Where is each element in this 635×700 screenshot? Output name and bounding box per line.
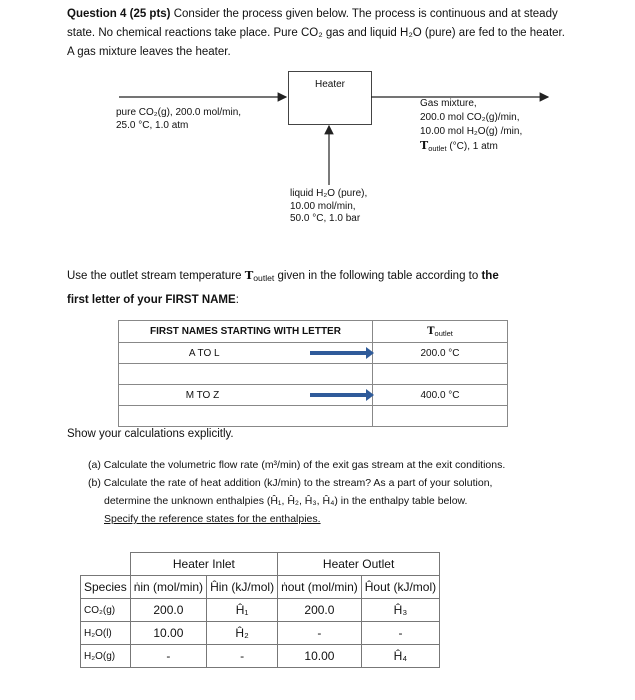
table-row: H₂O(g) - - 10.00 Ĥ₄ bbox=[81, 645, 440, 668]
group-inlet: Heater Inlet bbox=[130, 553, 277, 576]
question-heading: Question 4 (25 pts) bbox=[67, 8, 171, 20]
question-intro: Consider the process given below. The process is continuous and at steady state. No chemical reactions take place. Pure CO₂ gas and liquid H₂O (pure) are fed to the heater. A gas mixture leaves the heater. bbox=[67, 8, 565, 58]
question-b-line3: Specify the reference states for the enthalpies. bbox=[104, 513, 321, 525]
calc-instruction: Show your calculations explicitly. bbox=[67, 428, 234, 440]
col-nout: ṅout (mol/min) bbox=[278, 576, 362, 599]
enthalpy-table bbox=[80, 552, 440, 668]
col-species: Species bbox=[81, 576, 131, 599]
table-row: CO₂(g) 200.0 Ĥ₁ 200.0 Ĥ₃ bbox=[81, 599, 440, 622]
table-row: H₂O(l) 10.00 Ĥ₂ - - bbox=[81, 622, 440, 645]
outlet-stream-label: Gas mixture, 200.0 mol CO₂(g)/min, 10.00 mol H₂O(g) /min, $T_{outlet}$ (°C), 1 atm bbox=[420, 98, 523, 153]
right-arrow-icon bbox=[310, 393, 368, 397]
table-row: M TO Z 400.0 °C bbox=[119, 385, 508, 406]
question-b-line2: determine the unknown enthalpies (Ĥ₁, Ĥ₂, Ĥ₃, Ĥ₄) in the enthalpy table below. bbox=[104, 495, 468, 507]
heater-label: Heater bbox=[314, 79, 345, 90]
col-nin: ṅin (mol/min) bbox=[130, 576, 206, 599]
letter-table-header-right: $T_{outlet}$ bbox=[373, 321, 508, 343]
letter-table bbox=[118, 320, 508, 427]
right-arrow-icon bbox=[310, 351, 368, 355]
table-row: A TO L 200.0 °C bbox=[119, 343, 508, 364]
letter-table-header-left: FIRST NAMES STARTING WITH LETTER bbox=[119, 321, 373, 343]
water-feed-label: liquid H₂O (pure), 10.00 mol/min, 50.0 °C, 1.0 bar bbox=[290, 188, 368, 224]
co2-feed-label: pure CO₂(g), 200.0 mol/min, 25.0 °C, 1.0 atm bbox=[116, 107, 242, 131]
col-hin: Ĥin (kJ/mol) bbox=[207, 576, 278, 599]
group-outlet: Heater Outlet bbox=[278, 553, 440, 576]
question-b-line1: (b) Calculate the rate of heat addition (kJ/min) to the stream? As a part of your solution, bbox=[88, 477, 493, 489]
col-hout: Ĥout (kJ/mol) bbox=[361, 576, 439, 599]
instruction-text: Use the outlet stream temperature $T_{outlet}$ given in the following table according to the first letter of your FIRST NAME: bbox=[67, 268, 499, 306]
question-a: (a) Calculate the volumetric flow rate (m³/min) of the exit gas stream at the exit conditions. bbox=[88, 459, 506, 471]
calc-questions bbox=[88, 456, 558, 528]
